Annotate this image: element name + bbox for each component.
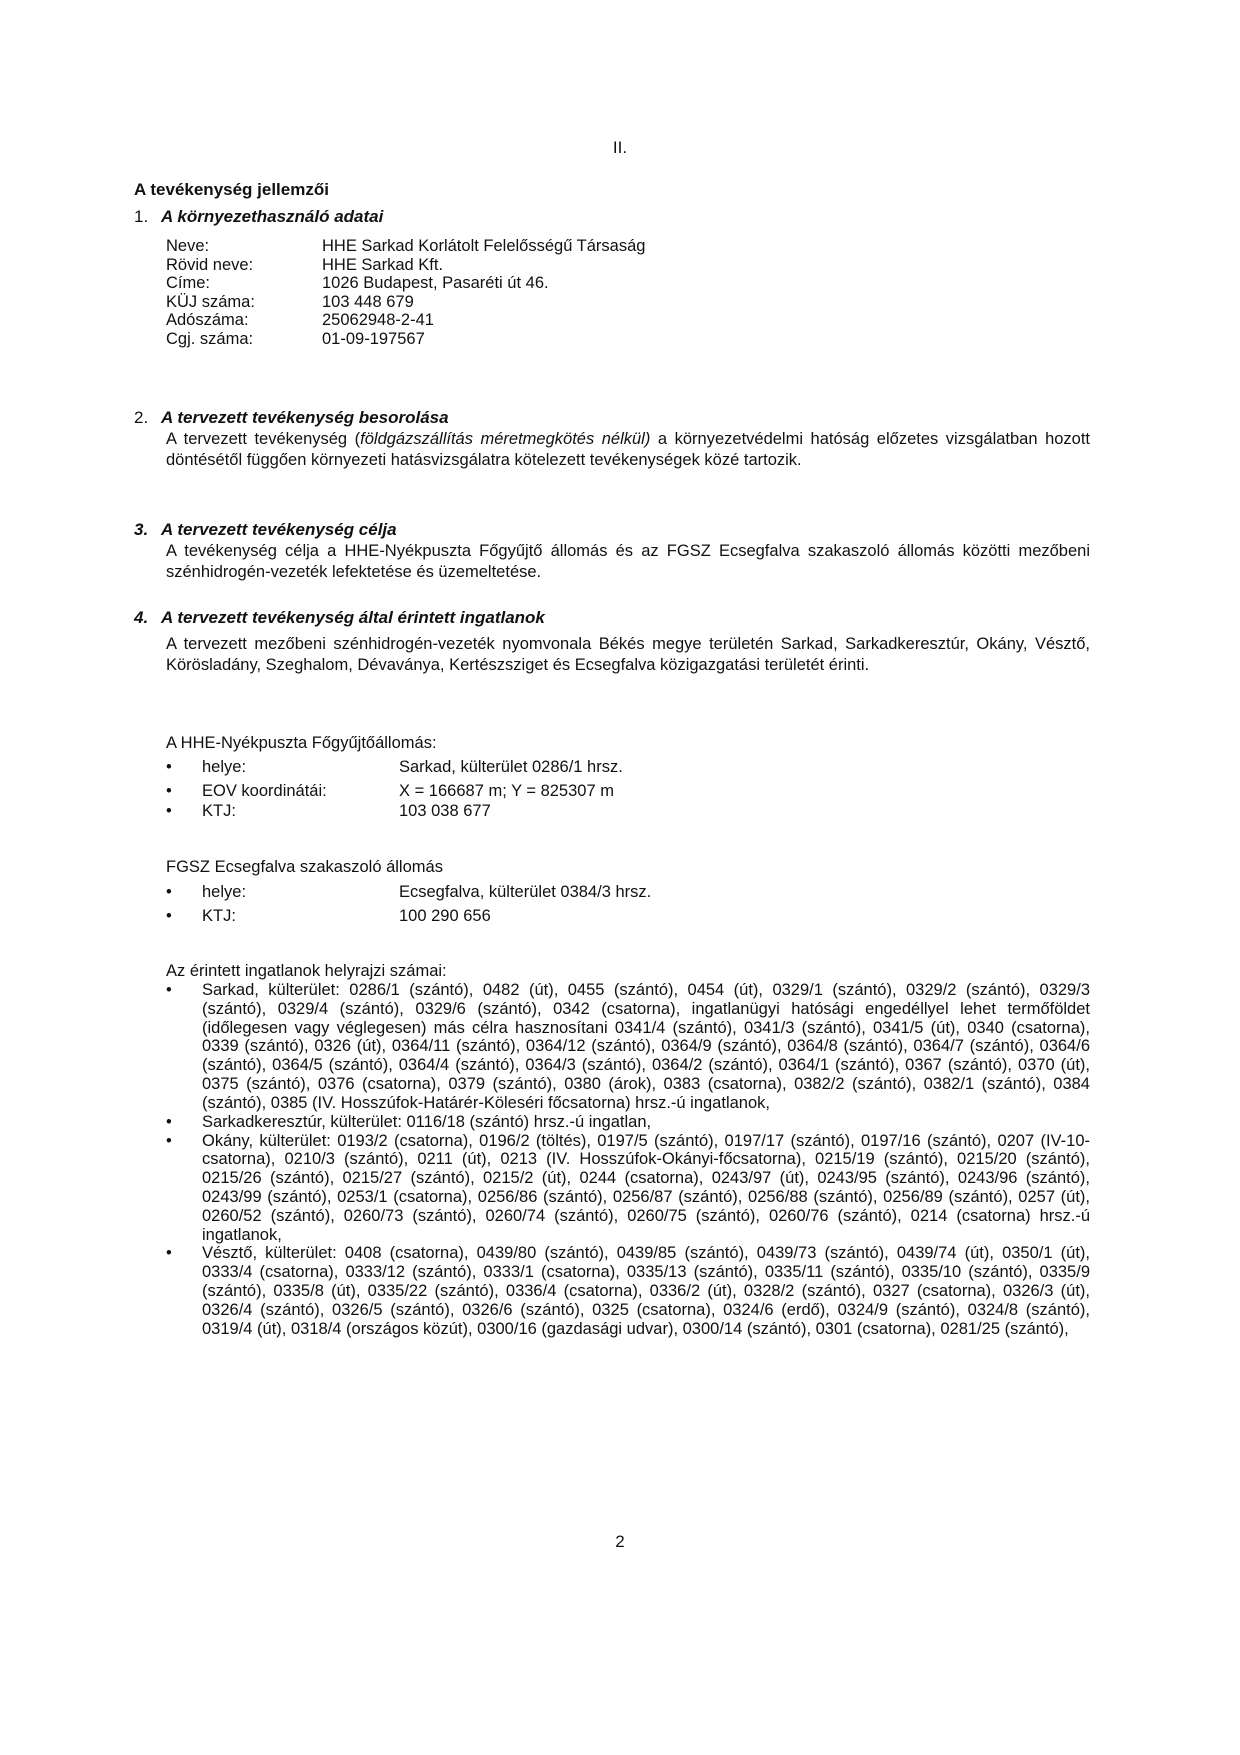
section-number: 2. xyxy=(134,408,149,427)
section-1-heading xyxy=(134,207,383,227)
field-row xyxy=(166,237,645,256)
list-item xyxy=(166,1113,1090,1132)
item-label: KTJ: xyxy=(202,907,236,925)
field-value: 01-09-197567 xyxy=(322,329,425,348)
field-row xyxy=(166,311,645,330)
field-row xyxy=(166,274,645,293)
bullet-icon: • xyxy=(166,1244,172,1263)
bullet-icon: • xyxy=(166,907,172,925)
list-item xyxy=(166,883,651,907)
section-title: A tervezett tevékenység által érintett ingatlanok xyxy=(161,608,545,627)
bullet-icon: • xyxy=(166,981,172,999)
section-title: A tervezett tevékenység besorolása xyxy=(161,408,449,427)
item-label: helye: xyxy=(202,883,247,901)
field-row xyxy=(166,330,645,349)
field-row xyxy=(166,293,645,312)
field-label: Neve: xyxy=(166,237,210,255)
bullet-icon: • xyxy=(166,1112,172,1131)
field-label: KÜJ száma: xyxy=(166,292,255,311)
section-title: A tervezett tevékenység célja xyxy=(161,520,397,539)
item-value: X = 166687 m; Y = 825307 m xyxy=(399,782,614,800)
text-run-italic: földgázszállítás méretmegkötés nélkül) xyxy=(360,430,651,448)
station-2-list xyxy=(166,883,651,931)
field-value: HHE Sarkad Kft. xyxy=(322,255,444,274)
item-value: Sarkad, külterület 0286/1 hrsz. xyxy=(399,758,623,776)
parcel-text: Sarkadkeresztúr, külterület: 0116/18 (szántó) hrsz.-ú ingatlan, xyxy=(202,1112,652,1131)
section-number: 4. xyxy=(134,608,149,627)
list-item xyxy=(166,802,623,826)
section-number: 3. xyxy=(134,520,149,539)
list-item xyxy=(166,1132,1090,1245)
item-value: 103 038 677 xyxy=(399,802,491,820)
field-row xyxy=(166,256,645,275)
list-item xyxy=(166,907,651,931)
section-4-intro: A tervezett mezőbeni szénhidrogén-vezeték nyomvonala Békés megye területén Sarkad, Sarkadkeresztúr, Okány, Vésztő, Körösladány, Szeghalom, Dévaványa, Kertészsziget és Ecsegfalva közigazgatási területét érinti. xyxy=(166,635,1090,674)
parcel-text: Sarkad, külterület: 0286/1 (szántó), 0482 (út), 0455 (szántó), 0454 (út), 0329/1 (szántó), 0329/2 (szántó), 0329/3 (szántó), 0329/4 (szántó), 0329/6 (szántó), 0342 (csatorna), ingatlanügyi hatósági engedéllyel lehet termőföldet (időlegesen vagy véglegesen) más célra hasznosítani 0341/4 (szántó), 0341/3 (szántó), 0341/5 (út), 0340 (csatorna), 0339 (szántó), 0326 (út), 0364/11 (szántó), 0364/12 (szántó), 0364/9 (szántó), 0364/8 (szántó), 0364/7 (szántó), 0364/6 (szántó), 0364/5 (szántó), 0364/4 (szántó), 0364/3 (szántó), 0364/2 (szántó), 0364/1 (szántó), 0367 (szántó), 0370 (út), 0375 (szántó), 0376 (csatorna), 0379 (szántó), 0380 (árok), 0383 (csatorna), 0382/2 (szántó), 0382/1 (szántó), 0384 (szántó), 0385 (IV. Hosszúfok-Határér-Köleséri főcsatorna) hrsz.-ú ingatlanok, xyxy=(202,981,1090,1112)
field-label: Címe: xyxy=(166,274,211,293)
page-number: 2 xyxy=(615,1532,625,1551)
list-item xyxy=(166,782,623,802)
list-item xyxy=(166,1244,1090,1338)
item-value: 100 290 656 xyxy=(399,907,491,925)
section-number: 1. xyxy=(134,207,149,226)
item-value: Ecsegfalva, külterület 0384/3 hrsz. xyxy=(399,883,652,901)
station-1-heading: A HHE-Nyékpuszta Főgyűjtőállomás: xyxy=(166,734,437,752)
bullet-icon: • xyxy=(166,1131,172,1150)
bullet-icon: • xyxy=(166,758,172,776)
parcels-list xyxy=(166,981,1090,1338)
section-4-heading xyxy=(134,608,545,628)
station-1-list xyxy=(166,758,623,826)
section-3-heading xyxy=(134,520,397,540)
bullet-icon: • xyxy=(166,802,172,820)
field-value: HHE Sarkad Korlátolt Felelősségű Társaság xyxy=(322,237,646,255)
bullet-icon: • xyxy=(166,782,172,800)
parcel-text: Vésztő, külterület: 0408 (csatorna), 0439/80 (szántó), 0439/85 (szántó), 0439/73 (szántó), 0439/74 (út), 0350/1 (út), 0333/4 (csatorna), 0333/12 (szántó), 0333/1 (csatorna), 0335/13 (szántó), 0335/11 (szántó), 0335/10 (szántó), 0335/9 (szántó), 0335/8 (út), 0335/22 (szántó), 0336/4 (csatorna), 0336/2 (út), 0328/2 (szántó), 0327 (csatorna), 0326/3 (út), 0326/4 (szántó), 0326/5 (szántó), 0326/6 (szántó), 0325 (csatorna), 0324/6 (erdő), 0324/9 (szántó), 0324/8 (szántó), 0319/4 (út), 0318/4 (országos közút), 0300/16 (gazdasági udvar), 0300/14 (szántó), 0301 (csatorna), 0281/25 (szántó), xyxy=(202,1244,1090,1338)
section-2-heading xyxy=(134,408,449,428)
text-run: A tervezett tevékenység ( xyxy=(166,430,361,448)
section-title: A környezethasználó adatai xyxy=(161,207,384,226)
page-title: A tevékenység jellemzői xyxy=(134,180,329,199)
list-item xyxy=(166,758,623,782)
field-value: 25062948-2-41 xyxy=(322,311,434,330)
station-2-heading: FGSZ Ecsegfalva szakaszoló állomás xyxy=(166,858,443,876)
list-item xyxy=(166,981,1090,1113)
field-label: Cgj. száma: xyxy=(166,329,254,348)
field-value: 1026 Budapest, Pasaréti út 46. xyxy=(322,274,549,293)
section-3-paragraph: A tevékenység célja a HHE-Nyékpuszta Főgyűjtő állomás és az FGSZ Ecsegfalva szakaszoló állomás közötti mezőbeni szénhidrogén-vezeték lefektetése és üzemeltetése. xyxy=(166,542,1090,581)
user-details-table xyxy=(166,237,645,349)
item-label: helye: xyxy=(202,758,247,776)
chapter-numeral: II. xyxy=(612,138,628,157)
item-label: KTJ: xyxy=(202,802,236,820)
parcel-text: Okány, külterület: 0193/2 (csatorna), 0196/2 (töltés), 0197/5 (szántó), 0197/17 (szántó), 0197/16 (szántó), 0207 (IV-10-csatorna), 0210/3 (szántó), 0211 (út), 0213 (IV. Hosszúfok-Okányi-főcsatorna), 0215/19 (szántó), 0215/20 (szántó), 0215/26 (szántó), 0215/27 (szántó), 0215/2 (út), 0244 (csatorna), 0243/97 (út), 0243/95 (szántó), 0243/96 (szántó), 0243/99 (szántó), 0253/1 (csatorna), 0256/86 (szántó), 0256/87 (szántó), 0256/88 (szántó), 0256/89 (szántó), 0257 (út), 0260/52 (szántó), 0260/73 (szántó), 0260/74 (szántó), 0260/75 (szántó), 0260/76 (szántó), 0214 (csatorna) hrsz.-ú ingatlanok, xyxy=(202,1131,1090,1244)
item-label: EOV koordinátái: xyxy=(202,782,327,800)
field-label: Adószáma: xyxy=(166,311,249,330)
field-label: Rövid neve: xyxy=(166,255,254,274)
field-value: 103 448 679 xyxy=(322,292,414,311)
text-run: a környezetvédelmi hatóság előzetes vizsgálatban hozott döntésétől függően környezeti hatásvizsgálatra kötelezett tevékenységek közé tartozik. xyxy=(166,430,1091,469)
bullet-icon: • xyxy=(166,883,172,901)
section-2-paragraph xyxy=(166,429,1090,470)
parcels-heading: Az érintett ingatlanok helyrajzi számai: xyxy=(166,962,447,980)
